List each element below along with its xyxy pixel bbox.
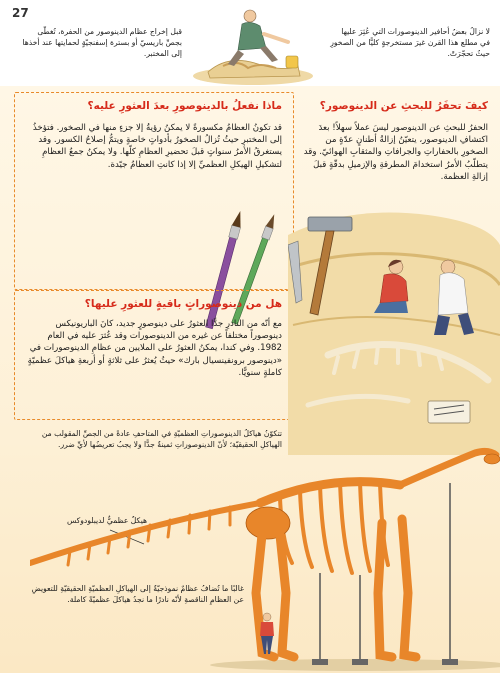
skeleton-label: هيكلٌ عظميٌّ لديبلودوكس — [66, 516, 148, 525]
found-body: قد تكونُ العظامُ مكسورةً لا يمكنُ رؤيةُ إلا جزءٍ منها في الصخور. فتؤخذُ إلى المختبرِ حيثُ تُزالُ الصخورُ بأدواتٍ خاصةٍ ويتمُّ إصلاحُ الكسور. وقد يستغرقُ الأمرُ سنواتٍ قبلَ تحضيرِ العظامِ كلّها. ولا يمكنُ جمعُ العظامِ لتشكيلِ الهيكلِ العظميِّ إلا إذا كانتِ العظامُ جيّدة. — [32, 123, 282, 170]
person-scale-figure — [256, 612, 278, 656]
digger-illustration — [188, 4, 318, 86]
dig-body: الحفرُ للبحثِ عن الدينوصور ليسَ عملاً سهلاً! بعدَ اكتشافِ الدينوصور، يتعيّنُ إزالةُ أطنانٍ عدّةٍ من الصخورِ بالحفاراتِ والجرافاتِ والمثقابِ الهوائيّ. وقد يتطلّبُ الأمرُ استخدامَ المطرقةِ والإزميلِ بدقّةٍ قبلَ إزالةِ العظمة. — [303, 123, 488, 182]
complete-body: مع أنّه من النادرِ جدًّا العثورُ على دينوصورٍ جديد، كانَ الباريونيكس دينوصوراً مختلفاً عن غيره من الدينوصورات وقد عُثرَ عليه في العام 1982. وفي كندا، يمكنُ العثورُ على الملايين من عظامِ الدينوصورات في «دينوصور برونفينسيال بارك» حيثُ يُعثرُ على ثلاثةٍ أو أربعةِ هياكلَ عظميّةٍ كاملةٍ سنويًّا. — [27, 319, 282, 378]
intro-left-text: قبل إخراج عظام الدينوصور من الحفرة، تُغطّى بجصِّ باريسيّ أو بسترة إسفنجيّةٍ لحمايتها عند أخذها إلى المختبر. — [22, 27, 182, 58]
dig-heading: كيفَ تحفَرُ للبحثِ عن الدينوصور؟ — [319, 100, 488, 112]
excavation-illustration — [288, 205, 500, 455]
bottom-text: غالبًا ما تُضافُ عظامٌ نموذجيّةٌ إلى الهياكلِ العظميّةِ الحقيقيّةِ للتعويضِ عن العظامِ الناقصةِ لأنّه نادرًا ما نجدُ هياكلَ عظميّةً كاملة. — [31, 584, 244, 604]
page-number: 27 — [12, 6, 29, 20]
complete-heading: هل من دينوصوراتٍ باقيةٍ للعثورِ عليها؟ — [84, 298, 282, 310]
intro-right-text: لا نزالُ بعضُ أحافير الدينوصورات التي عُثِرَ عليها في مطلع هذا القرن غيرَ مستخرجةٍ كليًّا من الصخورِ حيثُ تحجّرَتْ. — [330, 27, 490, 58]
museum-text: تتكوّنُ هياكلُ الدينوصوراتِ العظميّةِ في المتاحفِ عادةً من الجصِّ المقولب من الهياكلِ الحقيقيّة؛ لأنّ الدينوصوراتِ ثمينةٌ جدًّا ولا يجبُ تعريضُها لأيِّ ضرر. — [41, 429, 282, 449]
found-heading: ماذا نفعلُ بالدينوصورِ بعدَ العثورِ عليه؟ — [87, 100, 282, 112]
